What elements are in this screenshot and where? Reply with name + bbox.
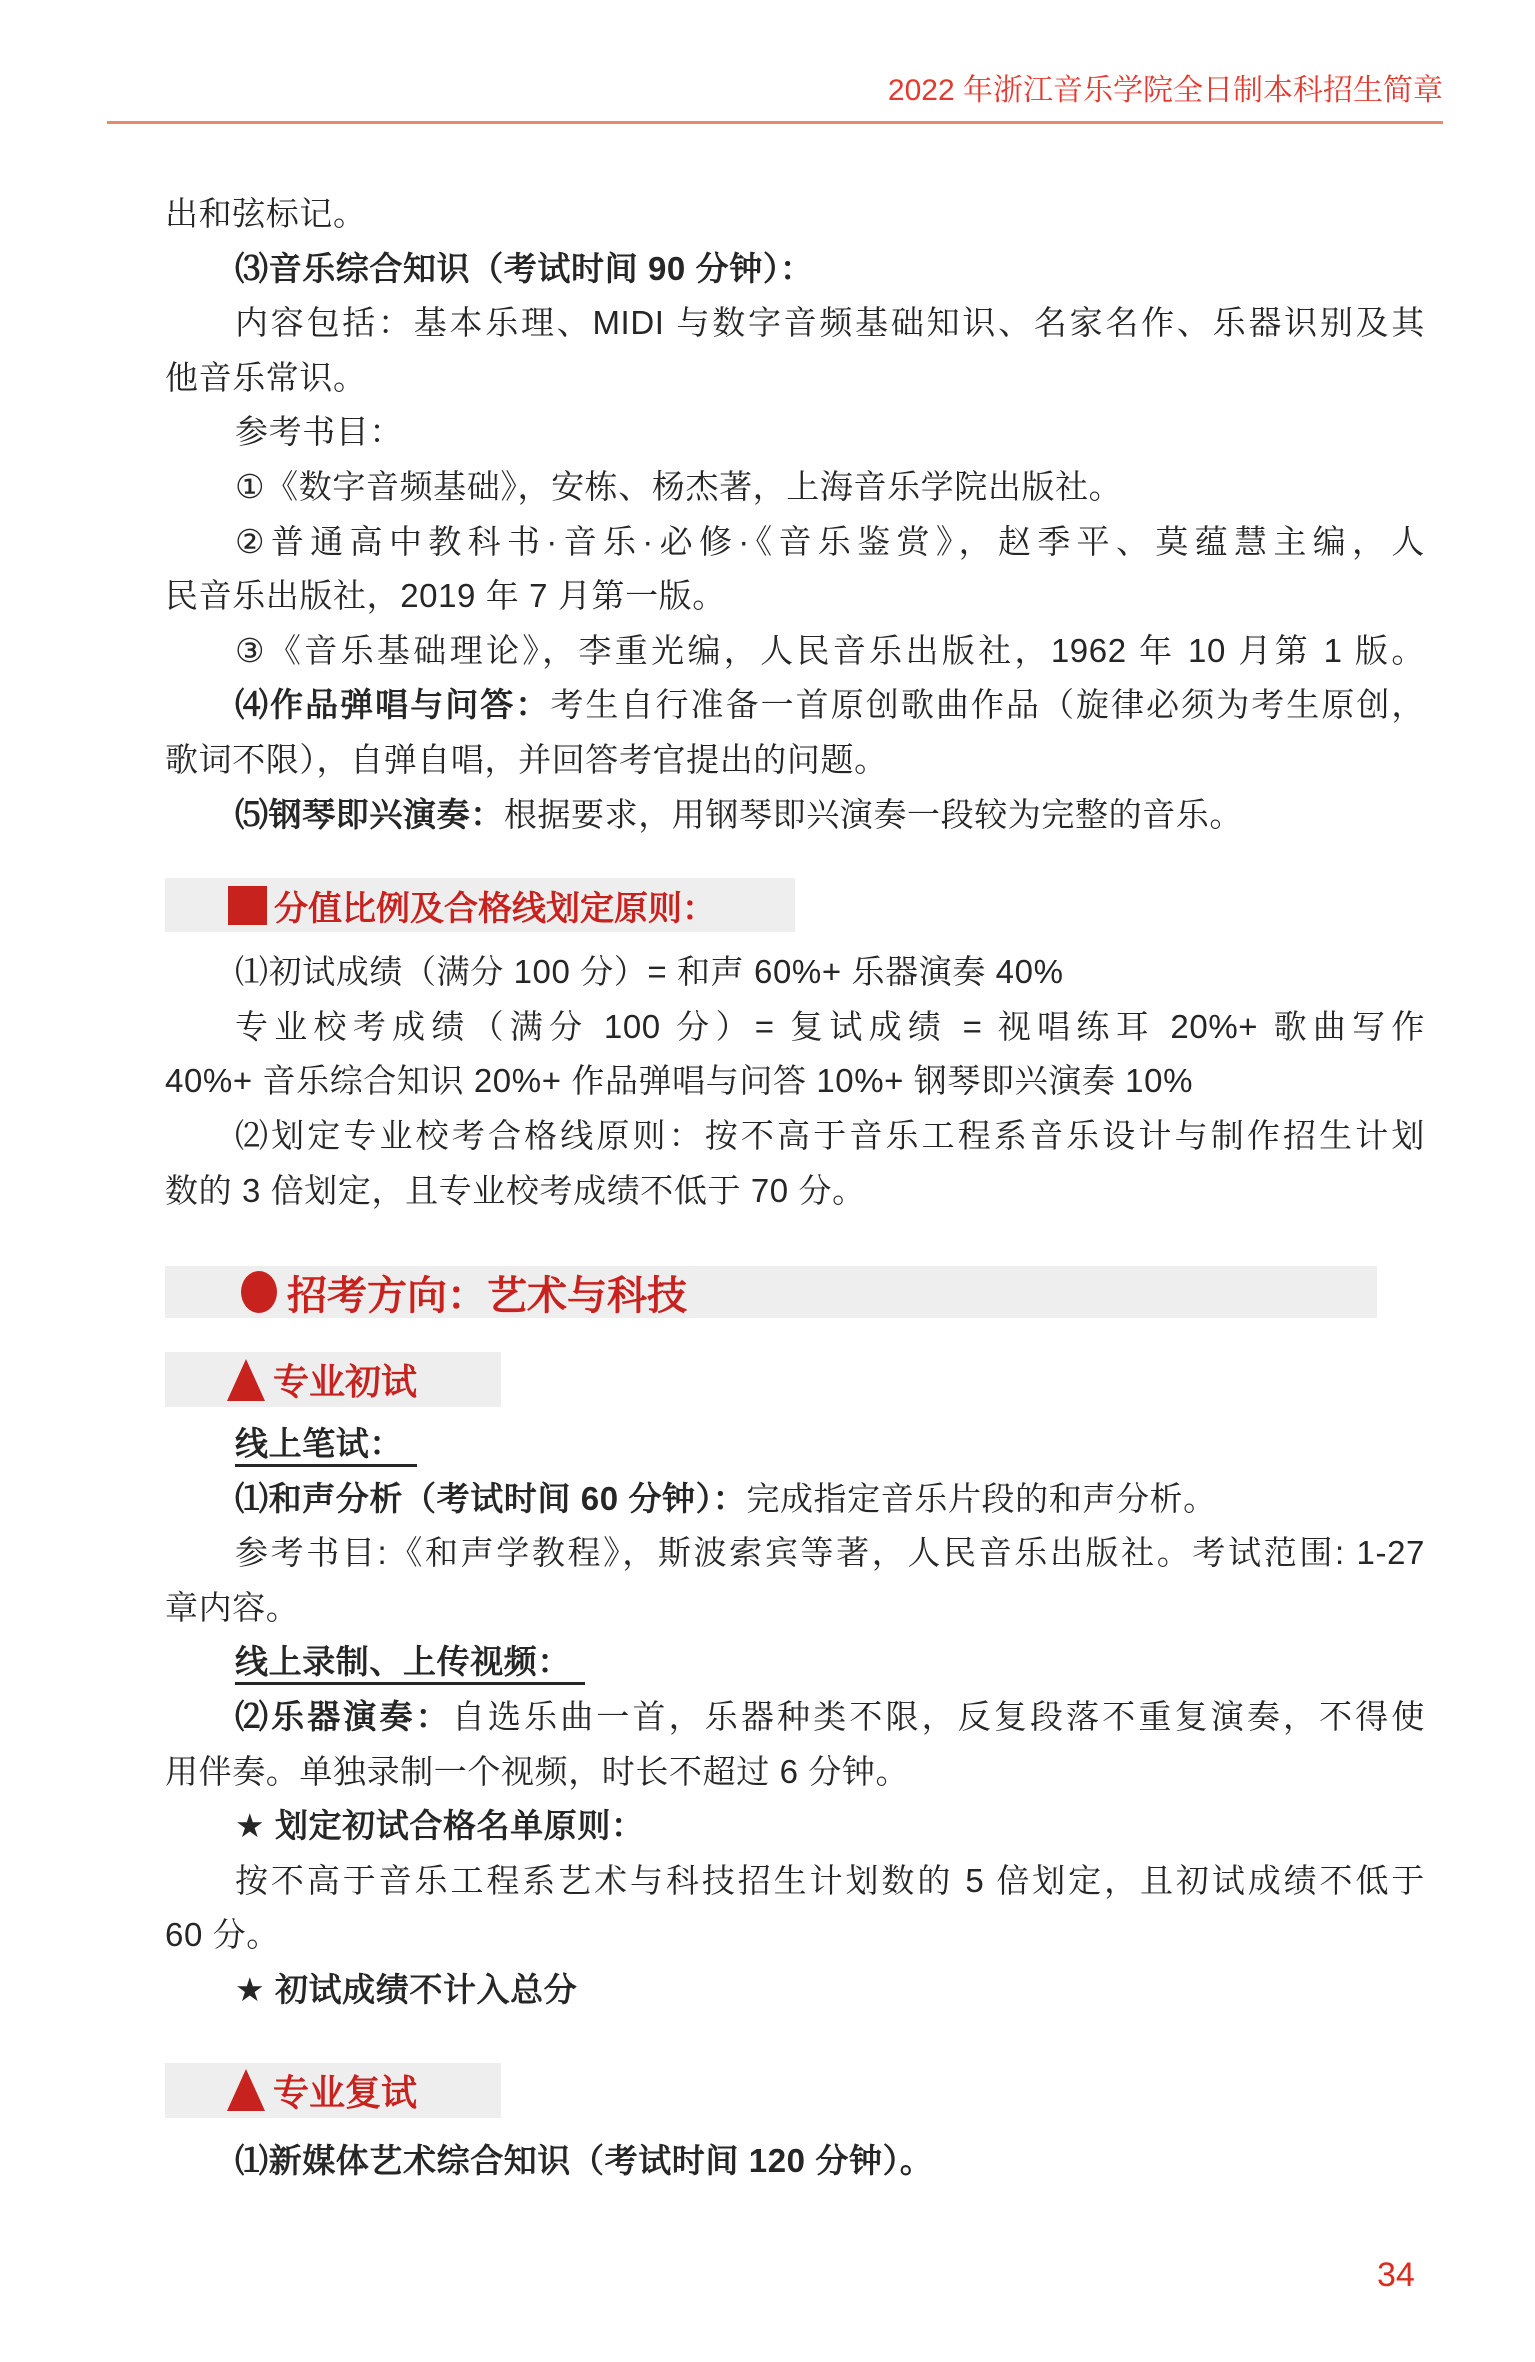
section-banner [165,1352,501,1407]
text-segment: ⑴新媒体艺术综合知识（考试时间 120 分钟）。 [235,2141,934,2179]
paragraph-line [165,1109,1425,1164]
text-segment: ⑴和声分析（考试时间 60 分钟）： [235,1479,747,1517]
text-segment: 民音乐出版社，2019 年 7 月第一版。 [165,577,726,615]
text-segment: ②普通高中教科书·音乐·必修·《音乐鉴赏》，赵季平、莫蕴慧主编，人 [235,522,1425,560]
section-title: 专业初试 [273,1361,418,1403]
paragraph-line [165,187,1425,242]
section-banner [165,2063,501,2118]
paragraph-line [165,1417,1425,1472]
paragraph-line [165,945,1425,1000]
triangle-bullet-icon [227,1359,265,1401]
text-segment: 线上录制、上传视频： [235,1643,585,1685]
section-title: 专业复试 [273,2071,418,2113]
text-segment: 参考书目： [235,413,403,451]
paragraph-line [165,1799,1425,1854]
text-segment: 专业校考成绩（满分 100 分）= 复试成绩 = 视唱练耳 20%+ 歌曲写作 [235,1007,1425,1045]
paragraph-line [165,788,1425,843]
paragraph-line [165,1526,1425,1581]
text-segment: 参考书目:《和声学教程》，斯波索宾等著，人民音乐出版社。考试范围: 1-27 [235,1534,1425,1572]
text-segment: 40%+ 音乐综合知识 20%+ 作品弹唱与问答 10%+ 钢琴即兴演奏 10% [165,1062,1194,1100]
section-title: 分值比例及合格线划定原则： [274,889,716,928]
page-number: 34 [1377,2256,1415,2294]
text-segment: ★ 初试成绩不计入总分 [235,1971,578,2009]
paragraph-line [165,2134,1425,2189]
text-segment: ③《音乐基础理论》，李重光编，人民音乐出版社，1962 年 10 月第 1 版。 [235,631,1425,669]
text-segment: ⑸钢琴即兴演奏： [235,795,504,833]
text-segment: ⑶音乐综合知识（考试时间 90 分钟）： [235,249,814,287]
text-segment: 章内容。 [165,1588,300,1626]
text-segment: 线上笔试： [235,1425,417,1467]
text-segment: 根据要求，用钢琴即兴演奏一段较为完整的音乐。 [503,795,1244,833]
text-segment: ⑴初试成绩（满分 100 分）= 和声 60%+ 乐器演奏 40% [235,953,1064,991]
text-segment: 他音乐常识。 [165,358,367,396]
paragraph-line [165,1000,1425,1055]
header-divider [107,121,1443,124]
circle-bullet-icon [241,1271,277,1313]
paragraph-line [165,1854,1425,1909]
paragraph-line [165,1963,1425,2018]
paragraph-line [165,678,1425,733]
section-title: 招考方向：艺术与科技 [287,1273,687,1318]
text-segment: 歌词不限），自弹自唱，并回答考官提出的问题。 [165,740,888,778]
text-segment: 出和弦标记。 [165,195,367,232]
paragraph-line [165,1745,1425,1800]
paragraph-line [165,1635,1425,1690]
text-segment: 60 分。 [165,1916,280,1954]
text-segment: 内容包括：基本乐理、MIDI 与数字音频基础知识、名家名作、乐器识别及其 [235,304,1425,342]
paragraph-line [165,1472,1425,1527]
paragraph-line [165,1908,1425,1963]
text-segment: ⑵乐器演奏： [235,1698,452,1736]
text-segment: 自选乐曲一首，乐器种类不限，反复段落不重复演奏，不得使 [451,1698,1425,1736]
triangle-bullet-icon [227,2069,265,2111]
section-banner [165,1266,1377,1318]
paragraph-line [165,1164,1425,1219]
paragraph-line [165,405,1425,460]
paragraph-line [165,624,1425,679]
text-segment: ①《数字音频基础》，安栋、杨杰著，上海音乐学院出版社。 [235,467,1123,505]
paragraph-line [165,569,1425,624]
text-segment: 按不高于音乐工程系艺术与科技招生计划数的 5 倍划定，且初试成绩不低于 [235,1861,1425,1899]
page-header-title: 2022 年浙江音乐学院全日制本科招生简章 [887,74,1443,107]
paragraph-line [165,1690,1425,1745]
paragraph-line [165,733,1425,788]
paragraph-line [165,1581,1425,1636]
paragraph-line [165,296,1425,351]
document-body [165,187,1425,2188]
text-segment: 数的 3 倍划定，且专业校考成绩不低于 70 分。 [165,1171,866,1209]
text-segment: ⑷作品弹唱与问答： [235,686,551,724]
text-segment: ⑵划定专业校考合格线原则：按不高于音乐工程系音乐设计与制作招生计划 [235,1116,1425,1154]
square-bullet-icon [228,886,267,925]
paragraph-line [165,460,1425,515]
text-segment: 用伴奏。单独录制一个视频，时长不超过 6 分钟。 [165,1752,910,1790]
text-segment: ★ 划定初试合格名单原则： [235,1807,645,1845]
paragraph-line [165,1054,1425,1109]
paragraph-line [165,515,1425,570]
text-segment: 考生自行准备一首原创歌曲作品（旋律必须为考生原创， [550,686,1426,724]
paragraph-line [165,242,1425,297]
section-banner [165,878,795,932]
paragraph-line [165,351,1425,406]
text-segment: 完成指定音乐片段的和声分析。 [746,1479,1217,1517]
